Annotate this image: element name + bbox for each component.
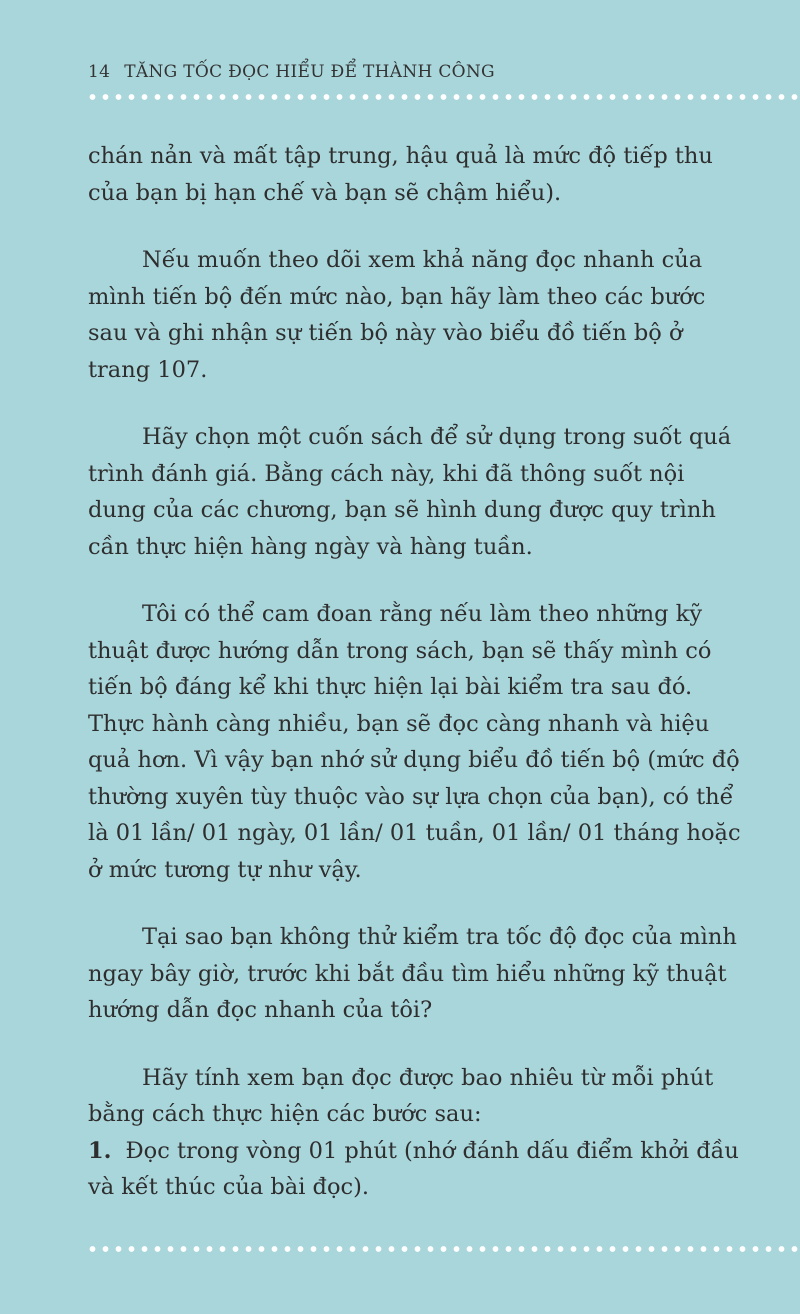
top-dotted-rule: [86, 93, 800, 101]
paragraph: Hãy tính xem bạn đọc được bao nhiêu từ mỗi phút bằng cách thực hiện các bước sau:: [88, 1064, 714, 1127]
running-header: [88, 62, 495, 82]
book-title: TĂNG TỐC ĐỌC HIỂU ĐỂ THÀNH CÔNG: [124, 62, 495, 82]
step-text: Đọc trong vòng 01 phút (nhớ đánh dấu điểm khởi đầu và kết thúc của bài đọc).: [88, 1137, 739, 1200]
bottom-dotted-rule: [86, 1245, 800, 1253]
paragraph-continuation: chán nản và mất tập trung, hậu quả là mức độ tiếp thu của bạn bị hạn chế và bạn sẽ chậm hiểu).: [88, 143, 713, 206]
paragraph: Hãy chọn một cuốn sách để sử dụng trong suốt quá trình đánh giá. Bằng cách này, khi đã thông suốt nội dung của các chương, bạn sẽ hình dung được quy trình cần thực hiện hàng ngày và hàng tuần.: [88, 424, 732, 560]
step-number: 1.: [88, 1137, 112, 1164]
list-item: [88, 1133, 743, 1206]
page-body: [88, 138, 743, 1206]
paragraph: Tại sao bạn không thử kiểm tra tốc độ đọc của mình ngay bây giờ, trước khi bắt đầu tìm hiểu những kỹ thuật hướng dẫn đọc nhanh của tôi?: [88, 924, 737, 1023]
page-number: 14: [88, 62, 111, 82]
paragraph: Tôi có thể cam đoan rằng nếu làm theo những kỹ thuật được hướng dẫn trong sách, bạn sẽ thấy mình có tiến bộ đáng kể khi thực hiện lại bài kiểm tra sau đó. Thực hành càng nhiều, bạn sẽ đọc càng nhanh và hiệu quả hơn. Vì vậy bạn nhớ sử dụng biểu đồ tiến bộ (mức độ thường xuyên tùy thuộc vào sự lựa chọn của bạn), có thể là 01 lần/ 01 ngày, 01 lần/ 01 tuần, 01 lần/ 01 tháng hoặc ở mức tương tự như vậy.: [88, 601, 741, 883]
paragraph: Nếu muốn theo dõi xem khả năng đọc nhanh của mình tiến bộ đến mức nào, bạn hãy làm theo các bước sau và ghi nhận sự tiến bộ này vào biểu đồ tiến bộ ở trang 107.: [88, 247, 706, 383]
